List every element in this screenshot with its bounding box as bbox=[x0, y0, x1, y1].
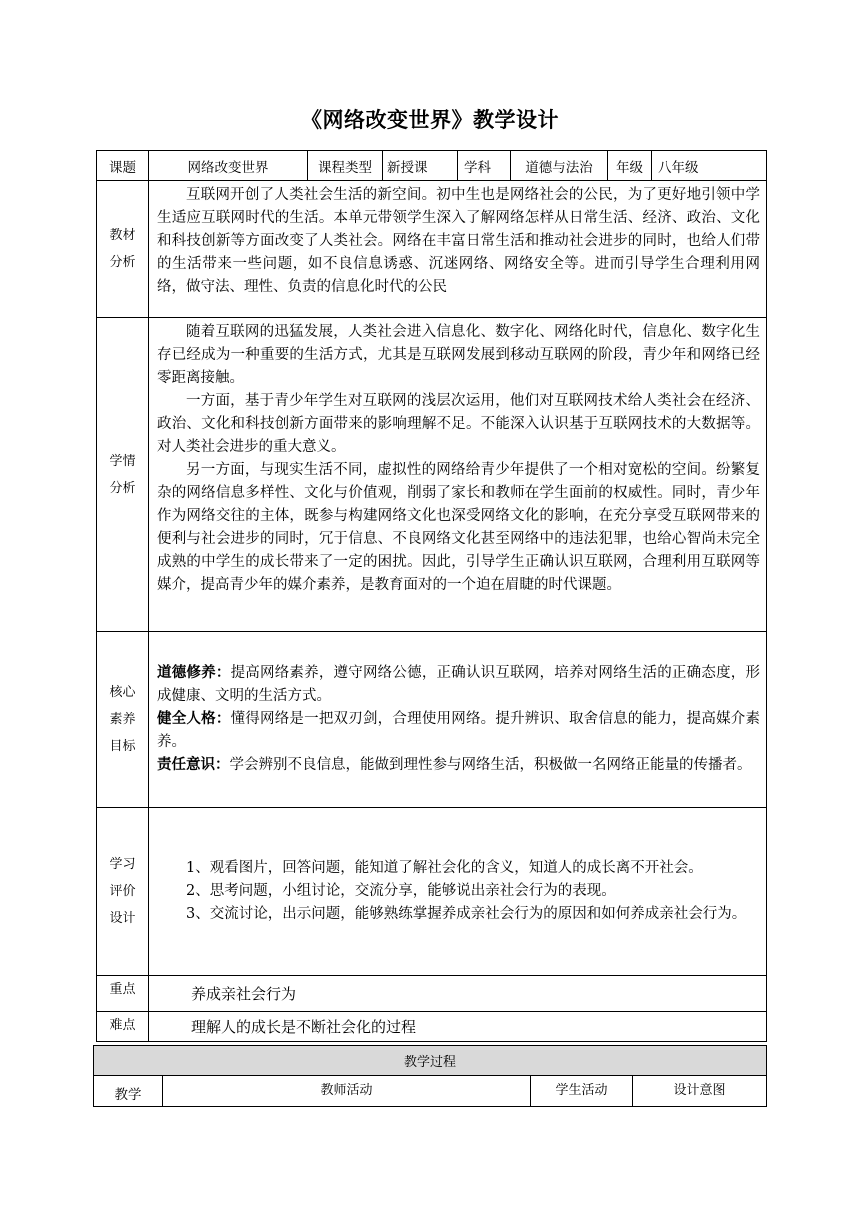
course-type-value: 新授课 bbox=[383, 151, 458, 181]
student-analysis-label: 学情 分析 bbox=[97, 318, 149, 632]
student-activity-column-header: 学生活动 bbox=[531, 1076, 633, 1107]
course-value: 网络改变世界 bbox=[149, 151, 308, 181]
material-analysis-label: 教材 分析 bbox=[97, 181, 149, 318]
difficulty-text: 理解人的成长是不断社会化的过程 bbox=[149, 1012, 767, 1042]
evaluation-row bbox=[97, 808, 767, 976]
info-row bbox=[97, 151, 767, 181]
material-analysis-text: 互联网开创了人类社会生活的新空间。初中生也是网络社会的公民，为了更好地引领中学生适应互联网时代的生活。本单元带领学生深入了解网络怎样从日常生活、经济、政治、文化和科技创新等方面改变了人类社会。网络在丰富日常生活和推动社会进步的同时，也给人们带的生活带来一些问题，如不良信息诱惑、沉迷网络、网络安全等。进而引导学生合理利用网络，做守法、理性、负责的信息化时代的公民 bbox=[149, 181, 767, 318]
core-goals-label: 核心 素养 目标 bbox=[97, 632, 149, 808]
design-intent-column-header: 设计意图 bbox=[633, 1076, 767, 1107]
grade-value: 八年级 bbox=[652, 151, 767, 181]
teacher-activity-column-header: 教师活动 bbox=[163, 1076, 531, 1107]
key-point-text: 养成亲社会行为 bbox=[149, 976, 767, 1012]
course-label: 课题 bbox=[97, 151, 149, 181]
core-goals-text: 道德修养：提高网络素养，遵守网络公德，正确认识互联网，培养对网络生活的正确态度，形成健康、文明的生活方式。 健全人格：懂得网络是一把双刃剑，合理使用网络。提升辨识、取舍信息的能力，提高媒介素养。 责任意识：学会辨别不良信息，能做到理性参与网络生活，积极做一名网络正能量的传播者。 bbox=[149, 632, 767, 808]
key-point-row bbox=[97, 976, 767, 1012]
key-point-label: 重点 bbox=[97, 976, 149, 1012]
page-title: 《网络改变世界》教学设计 bbox=[301, 108, 559, 132]
evaluation-label: 学习 评价 设计 bbox=[97, 808, 149, 976]
material-analysis-row bbox=[97, 181, 767, 318]
student-analysis-text: 随着互联网的迅猛发展，人类社会进入信息化、数字化、网络化时代，信息化、数字化生存已经成为一种重要的生活方式，尤其是互联网发展到移动互联网的阶段，青少年和网络已经零距离接触。 一方面，基于青少年学生对互联网的浅层次运用，他们对互联网技术给人类社会在经济、政治、文化和科技创新方面带来的影响理解不足。不能深入认识基于互联网技术的大数据等。对人类社会进步的重大意义。 另一方面，与现实生活不同，虚拟性的网络给青少年提供了一个相对宽松的空间。纷繁复杂的网络信息多样性、文化与价值观，削弱了家长和教师在学生面前的权威性。同时，青少年作为网络交往的主体，既参与构建网络文化也深受网络文化的影响，在充分享受互联网带来的便利与社会进步的同时，冗于信息、不良网络文化甚至网络中的违法犯罪，也给心智尚未完全成熟的中学生的成长带来了一定的困扰。因此，引导学生正确认识互联网，合理利用互联网等媒介，提高青少年的媒介素养，是教育面对的一个迫在眉睫的时代课题。 bbox=[149, 318, 767, 632]
teaching-process-table bbox=[93, 1045, 767, 1107]
subject-value: 道德与法治 bbox=[511, 151, 608, 181]
stage-column-header: 教学 bbox=[94, 1076, 163, 1107]
difficulty-row bbox=[97, 1012, 767, 1042]
teaching-process-header: 教学过程 bbox=[94, 1046, 767, 1076]
student-analysis-row bbox=[97, 318, 767, 632]
lesson-plan-table bbox=[96, 150, 767, 1042]
core-goals-row bbox=[97, 632, 767, 808]
subject-label: 学科 bbox=[458, 151, 511, 181]
evaluation-text: 1、观看图片，回答问题，能知道了解社会化的含义，知道人的成长离不开社会。 2、思考问题，小组讨论，交流分享，能够说出亲社会行为的表现。 3、交流讨论，出示问题，能够熟练掌握养成亲社会行为的原因和如何养成亲社会行为。 bbox=[149, 808, 767, 976]
grade-label: 年级 bbox=[608, 151, 652, 181]
course-type-label: 课程类型 bbox=[308, 151, 383, 181]
difficulty-label: 难点 bbox=[97, 1012, 149, 1042]
